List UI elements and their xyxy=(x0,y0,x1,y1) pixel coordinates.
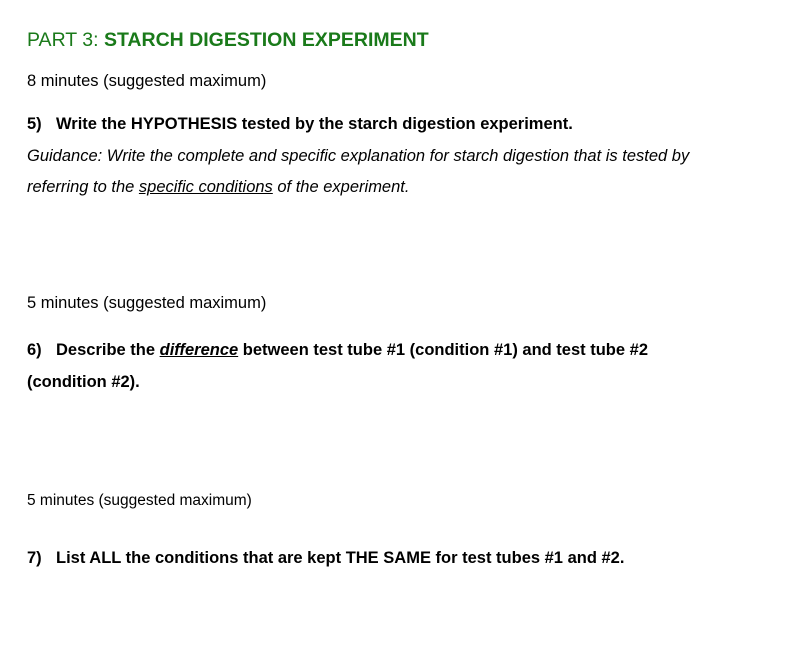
question-6 xyxy=(27,334,717,398)
question-6-text-before: Describe the xyxy=(56,341,160,359)
question-7 xyxy=(27,542,727,574)
part-prefix: PART 3: xyxy=(27,29,104,51)
question-7-text: List ALL the conditions that are kept THE SAME for test tubes #1 and #2. xyxy=(56,549,625,567)
question-5 xyxy=(27,108,727,140)
guidance-underlined-text: specific conditions xyxy=(138,178,273,196)
question-5-guidance xyxy=(27,141,747,203)
part-heading xyxy=(27,29,429,52)
q7-time-limit: 5 minutes (suggested maximum) xyxy=(27,492,252,509)
question-6-text-after: between test tube #1 (condition #1) and test tube #2 (condition #2). xyxy=(27,341,649,391)
guidance-text-before: Guidance: Write the complete and specific explanation for starch digestion that is tested by referring to the xyxy=(27,147,690,196)
question-6-number: 6) xyxy=(27,341,42,359)
q6-time-limit: 5 minutes (suggested maximum) xyxy=(27,294,267,312)
question-5-number: 5) xyxy=(27,115,42,133)
guidance-text-after: of the experiment. xyxy=(272,178,410,196)
question-6-emphasis: difference xyxy=(159,341,239,359)
question-7-number: 7) xyxy=(27,549,42,567)
q5-time-limit: 8 minutes (suggested maximum) xyxy=(27,72,267,90)
question-5-text: Write the HYPOTHESIS tested by the starch digestion experiment. xyxy=(56,115,573,133)
part-title: STARCH DIGESTION EXPERIMENT xyxy=(103,29,429,51)
